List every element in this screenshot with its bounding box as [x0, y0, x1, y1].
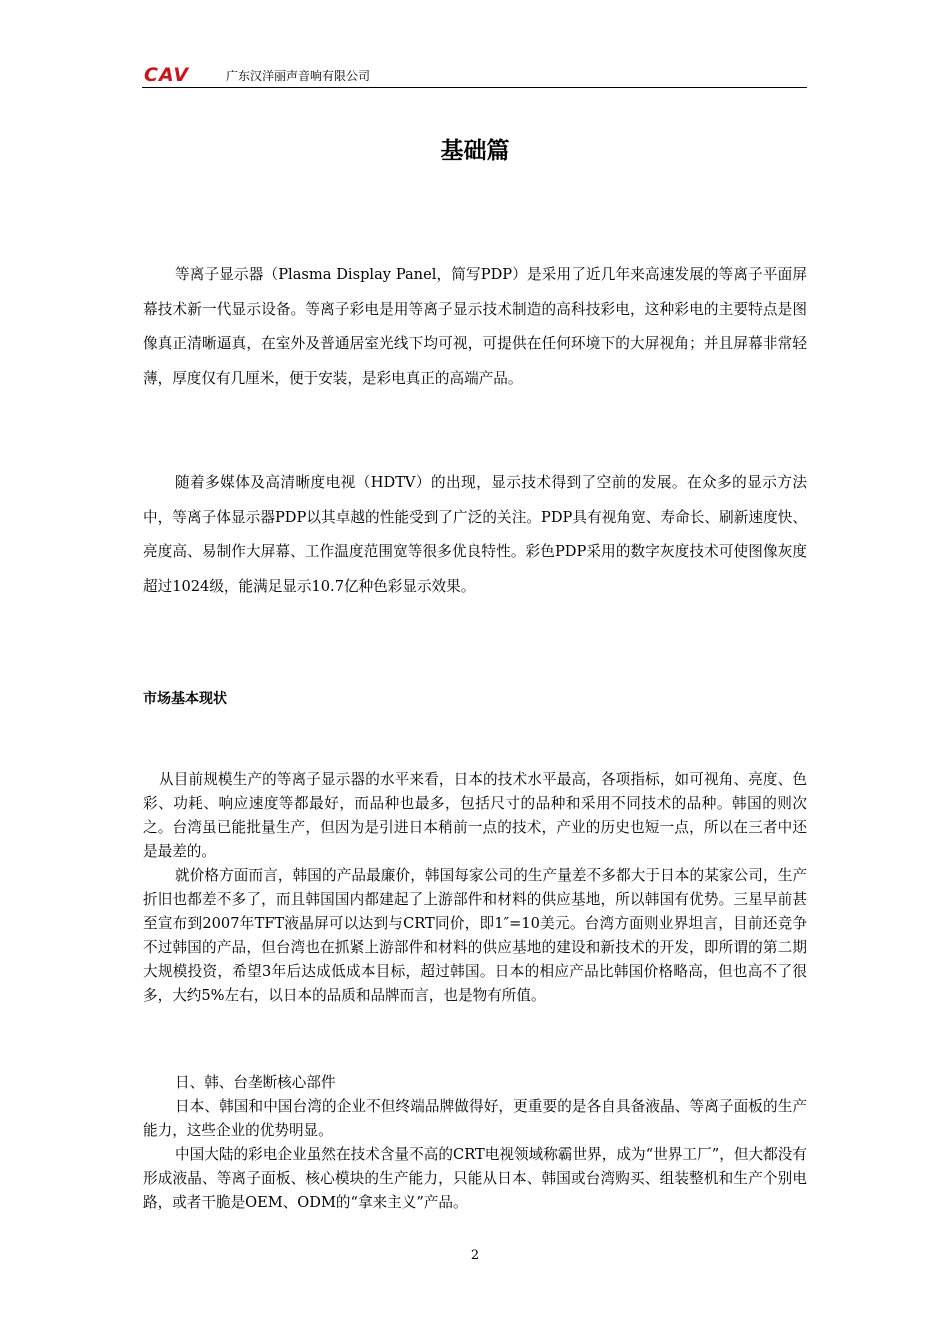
page-header [142, 64, 806, 88]
core-paragraph-2: 中国大陆的彩电企业虽然在技术含量不高的CRT电视领域称霸世界，成为“世界工厂”，但大都没有形成液晶、等离子面板、核心模块的生产能力，只能从日本、韩国或台湾购买、组装整机和生产个别电路，或者干脆是OEM、ODM的“拿来主义”产品。 [143, 1146, 807, 1211]
company-name: 广东汉洋丽声音响有限公司 [226, 69, 371, 83]
cav-logo: CAV [144, 64, 190, 86]
core-paragraph-1: 日本、韩国和中国台湾的企业不但终端品牌做得好，更重要的是各自具备液晶、等离子面板的生产能力，这些企业的优势明显。 [143, 1098, 807, 1139]
section-heading: 市场基本现状 [143, 691, 227, 707]
market-paragraph-2: 就价格方面而言，韩国的产品最廉价，韩国每家公司的生产量差不多都大于日本的某家公司，生产折旧也都差不多了，而且韩国国内都建起了上游部件和材料的供应基地，所以韩国有优势。三星早前甚至宣布到2007年TFT液晶屏可以达到与CRT同价，即1″=10美元。台湾方面则业界坦言，目前还竞争不过韩国的产品，但台湾也在抓紧上游部件和材料的供应基地的建设和新技术的开发，即所谓的第二期大规模投资，希望3年后达成低成本目标，超过韩国。日本的相应产品比韩国价格略高，但也高不了很多，大约5%左右，以日本的品质和品牌而言，也是物有所值。 [143, 867, 807, 1004]
page-number: 2 [470, 1248, 480, 1263]
intro-paragraph-1: 等离子显示器（Plasma Display Panel，简写PDP）是采用了近几年来高速发展的等离子平面屏幕技术新一代显示设备。等离子彩电是用等离子显示技术制造的高科技彩电，这种彩电的主要特点是图像真正清晰逼真，在室外及普通居室光线下均可视，可提供在任何环境下的大屏视角；并且屏幕非常轻薄，厚度仅有几厘米，便于安装，是彩电真正的高端产品。 [143, 266, 807, 387]
header-rule [142, 87, 807, 88]
market-paragraph-1: 从目前规模生产的等离子显示器的水平来看，日本的技术水平最高，各项指标，如可视角、亮度、色彩、功耗、响应速度等都最好，而品种也最多，包括尺寸的品种和采用不同技术的品种。韩国的则次之。台湾虽已能批量生产，但因为是引进日本稍前一点的技术，产业的历史也短一点，所以在三者中还是最差的。 [143, 771, 807, 860]
intro-paragraph-2: 随着多媒体及高清晰度电视（HDTV）的出现，显示技术得到了空前的发展。在众多的显示方法中，等离子体显示器PDP以其卓越的性能受到了广泛的关注。PDP具有视角宽、寿命长、刷新速度快、亮度高、易制作大屏幕、工作温度范围宽等很多优良特性。彩色PDP采用的数字灰度技术可使图像灰度超过1024级，能满足显示10.7亿种色彩显示效果。 [143, 474, 807, 595]
sub-heading: 日、韩、台垄断核心部件 [175, 1074, 336, 1091]
page-title: 基础篇 [440, 138, 510, 164]
